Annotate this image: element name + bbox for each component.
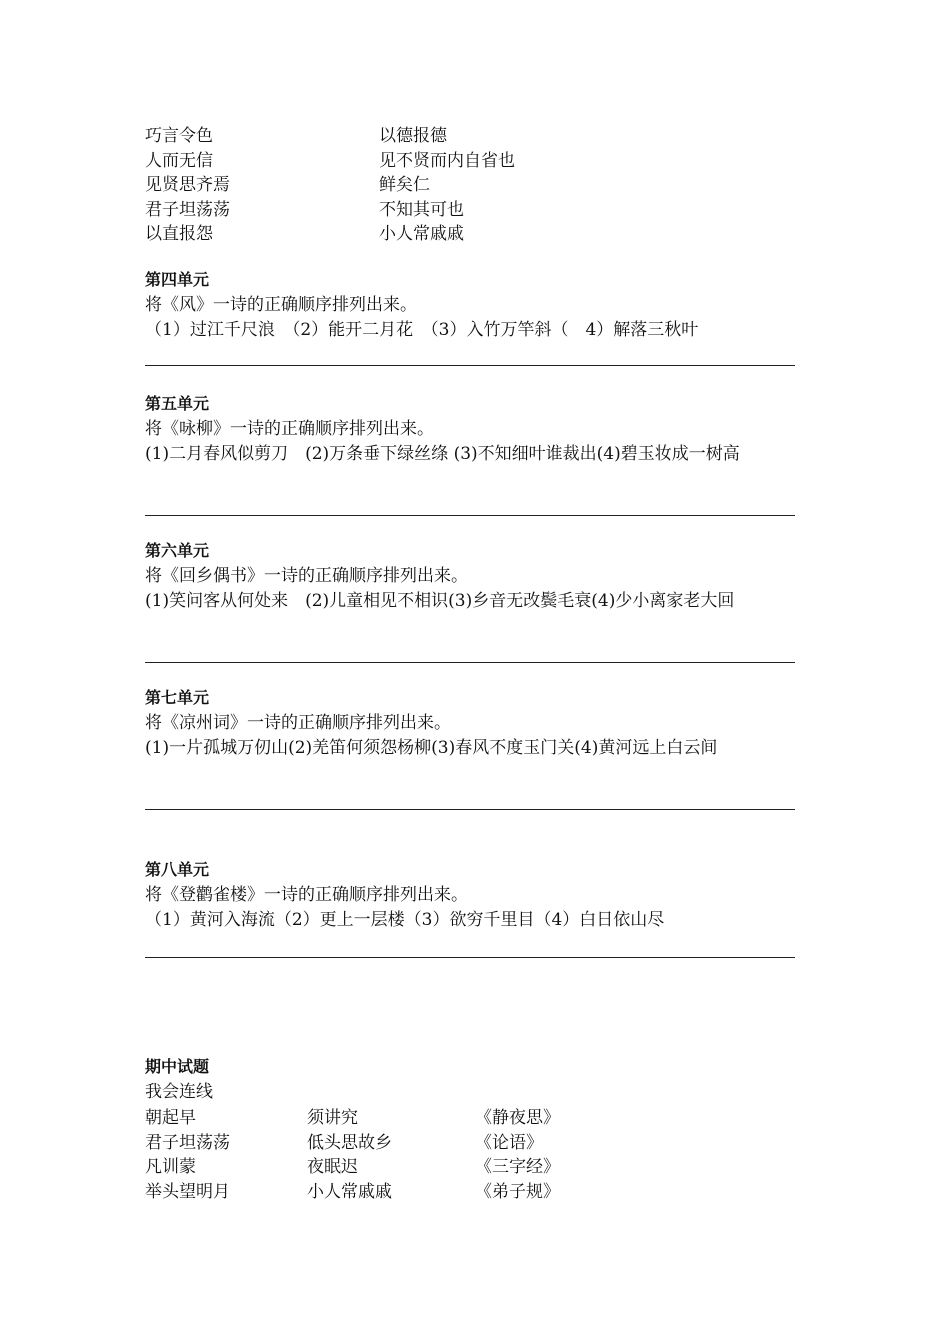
match-row [145, 149, 805, 174]
match-left: 巧言令色 [145, 126, 213, 146]
unit-5-title: 第五单元 [145, 394, 210, 413]
unit-6-prompt: 将《回乡偶书》一诗的正确顺序排列出来。 [145, 566, 468, 586]
unit-8-prompt: 将《登鹳雀楼》一诗的正确顺序排列出来。 [145, 885, 468, 905]
unit-8-items: （1）黄河入海流（2）更上一层楼（3）欲穷千里目（4）白日依山尽 [145, 909, 665, 930]
midterm-row [145, 1155, 805, 1180]
match-right: 鲜矣仁 [379, 175, 430, 195]
unit-4-section [145, 268, 805, 342]
midterm-col-1: 君子坦荡荡 [145, 1132, 230, 1153]
unit-5-items: (1)二月春风似剪刀 (2)万条垂下绿丝绦 (3)不知细叶谁裁出(4)碧玉妆成一树高 [145, 443, 740, 464]
unit-6-answer-line[interactable] [145, 662, 795, 663]
unit-5-answer-line[interactable] [145, 515, 795, 516]
midterm-col-1: 凡训蒙 [145, 1157, 196, 1177]
unit-8-title: 第八单元 [145, 860, 210, 879]
match-left: 君子坦荡荡 [145, 199, 230, 220]
match-right: 以德报德 [379, 126, 447, 146]
match-row [145, 173, 805, 198]
matching-section [145, 124, 805, 247]
midterm-matching-grid [145, 1106, 805, 1204]
match-left: 人而无信 [145, 150, 213, 171]
match-right: 见不贤而内自省也 [379, 150, 515, 171]
unit-8-answer-line[interactable] [145, 957, 795, 958]
unit-5-prompt: 将《咏柳》一诗的正确顺序排列出来。 [145, 419, 434, 439]
match-row [145, 198, 805, 223]
midterm-row [145, 1106, 805, 1131]
midterm-col-1: 举头望明月 [145, 1181, 230, 1202]
unit-4-answer-line[interactable] [145, 365, 795, 366]
midterm-col-2: 低头思故乡 [307, 1132, 392, 1153]
midterm-section [145, 1055, 805, 1105]
midterm-instruction: 我会连线 [145, 1082, 213, 1102]
unit-7-items: (1)一片孤城万仞山(2)羌笛何须怨杨柳(3)春风不度玉门关(4)黄河远上白云间 [145, 737, 718, 758]
unit-6-title: 第六单元 [145, 541, 210, 560]
unit-7-section [145, 686, 805, 760]
midterm-col-3: 《静夜思》 [475, 1108, 560, 1128]
match-right: 小人常戚戚 [379, 224, 464, 244]
unit-7-title: 第七单元 [145, 688, 210, 707]
match-left: 以直报怨 [145, 224, 213, 244]
unit-4-items: （1）过江千尺浪 （2）能开二月花 （3）入竹万竿斜（ 4）解落三秋叶 [145, 319, 699, 340]
unit-8-section [145, 858, 805, 932]
midterm-col-2: 小人常戚戚 [307, 1181, 392, 1202]
midterm-col-3: 《论语》 [475, 1132, 543, 1153]
match-left: 见贤思齐焉 [145, 175, 230, 195]
match-row [145, 222, 805, 247]
unit-6-items: (1)笑问客从何处来 (2)儿童相见不相识(3)乡音无改鬓毛衰(4)少小离家老大回 [145, 590, 735, 611]
midterm-row [145, 1180, 805, 1205]
midterm-col-1: 朝起早 [145, 1108, 196, 1128]
unit-7-prompt: 将《凉州词》一诗的正确顺序排列出来。 [145, 713, 451, 733]
midterm-title: 期中试题 [145, 1057, 210, 1076]
unit-4-prompt: 将《风》一诗的正确顺序排列出来。 [145, 295, 417, 315]
match-right: 不知其可也 [379, 199, 464, 220]
unit-4-title: 第四单元 [145, 270, 210, 289]
midterm-row [145, 1131, 805, 1156]
unit-7-answer-line[interactable] [145, 809, 795, 810]
midterm-col-2: 夜眠迟 [307, 1157, 358, 1177]
match-row [145, 124, 805, 149]
unit-5-section [145, 392, 805, 466]
midterm-col-3: 《弟子规》 [475, 1181, 560, 1202]
midterm-col-3: 《三字经》 [475, 1157, 560, 1177]
midterm-col-2: 须讲究 [307, 1108, 358, 1128]
unit-6-section [145, 539, 805, 613]
